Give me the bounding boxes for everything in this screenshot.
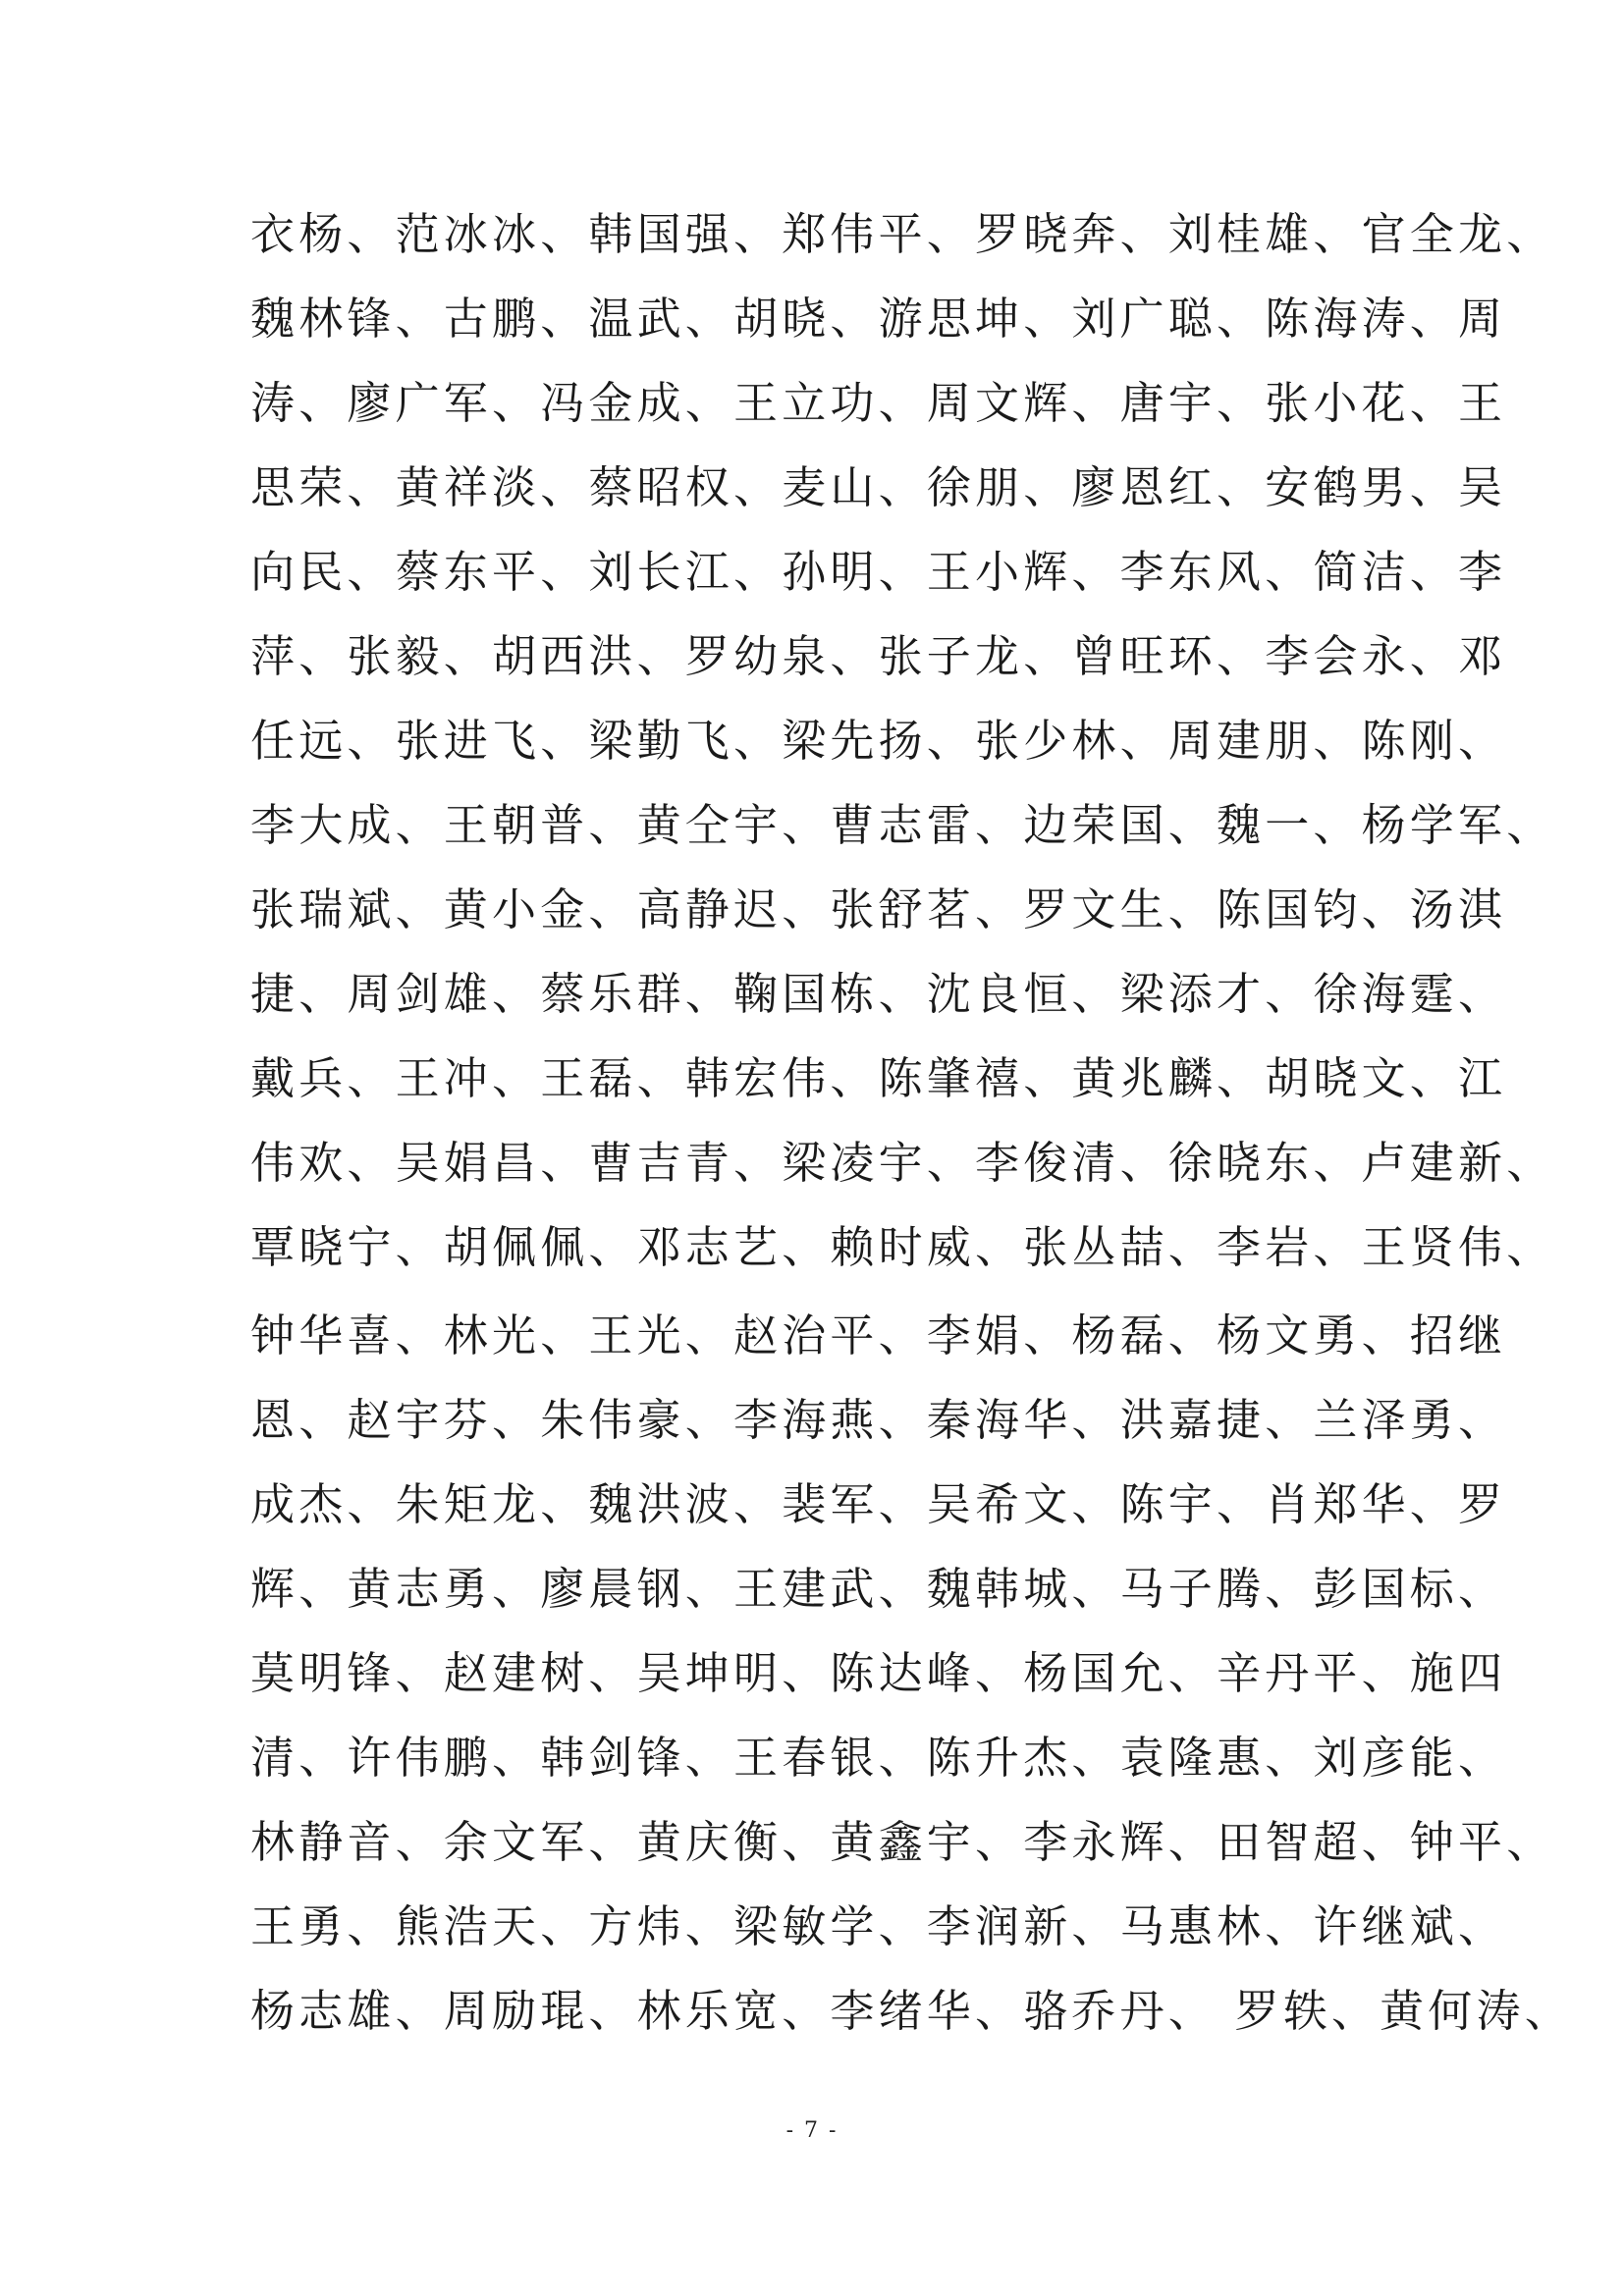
- text-line: 辉、黄志勇、廖晨钢、王建武、魏韩城、马子腾、彭国标、: [250, 1563, 1507, 1615]
- text-line: 成杰、朱矩龙、魏洪波、裴军、吴希文、陈宇、肖郑华、罗: [250, 1478, 1507, 1530]
- text-line: 思荣、黄祥淡、蔡昭权、麦山、徐朋、廖恩红、安鹤男、吴: [250, 461, 1507, 513]
- text-line: 魏林锋、古鹏、温武、胡晓、游思坤、刘广聪、陈海涛、周: [250, 293, 1507, 345]
- text-line: 钟华喜、林光、王光、赵治平、李娟、杨磊、杨文勇、招继: [250, 1309, 1507, 1362]
- text-line: 恩、赵宇芬、朱伟豪、李海燕、秦海华、洪嘉捷、兰泽勇、: [250, 1394, 1507, 1446]
- text-line: 莫明锋、赵建树、吴坤明、陈达峰、杨国允、辛丹平、施四: [250, 1647, 1507, 1699]
- text-line: 覃晓宁、胡佩佩、邓志艺、赖时威、张丛喆、李岩、王贤伟、: [250, 1221, 1555, 1273]
- text-line: 张瑞斌、黄小金、高静迟、张舒茗、罗文生、陈国钧、汤淇: [250, 883, 1507, 935]
- text-line: 王勇、熊浩天、方炜、梁敏学、李润新、马惠林、许继斌、: [250, 1900, 1507, 1952]
- name-list: [250, 192, 1573, 2054]
- text-line: 捷、周剑雄、蔡乐群、鞠国栋、沈良恒、梁添才、徐海霆、: [250, 968, 1507, 1020]
- text-line: 向民、蔡东平、刘长江、孙明、王小辉、李东风、简洁、李: [250, 546, 1507, 598]
- text-line: 伟欢、吴娟昌、曹吉青、梁凌宇、李俊清、徐晓东、卢建新、: [250, 1137, 1555, 1189]
- page-number: - 7 -: [785, 2118, 839, 2143]
- text-line: 戴兵、王冲、王磊、韩宏伟、陈肇禧、黄兆麟、胡晓文、江: [250, 1052, 1507, 1104]
- text-line: 杨志雄、周励琨、林乐宽、李绪华、骆乔丹、 罗轶、黄何涛、: [250, 1985, 1573, 2037]
- text-line: 林静音、余文军、黄庆衡、黄鑫宇、李永辉、田智超、钟平、: [250, 1816, 1555, 1868]
- text-line: 任远、张进飞、梁勤飞、梁先扬、张少林、周建朋、陈刚、: [250, 715, 1507, 767]
- text-line: 清、许伟鹏、韩剑锋、王春银、陈升杰、袁隆惠、刘彦能、: [250, 1732, 1507, 1784]
- text-line: 衣杨、范冰冰、韩国强、郑伟平、罗晓奔、刘桂雄、官全龙、: [250, 208, 1555, 260]
- text-line: 萍、张毅、胡西洪、罗幼泉、张子龙、曾旺环、李会永、邓: [250, 630, 1507, 682]
- text-line: 李大成、王朝普、黄仝宇、曹志雷、边荣国、魏一、杨学军、: [250, 799, 1555, 851]
- text-line: 涛、廖广军、冯金成、王立功、周文辉、唐宇、张小花、王: [250, 377, 1507, 429]
